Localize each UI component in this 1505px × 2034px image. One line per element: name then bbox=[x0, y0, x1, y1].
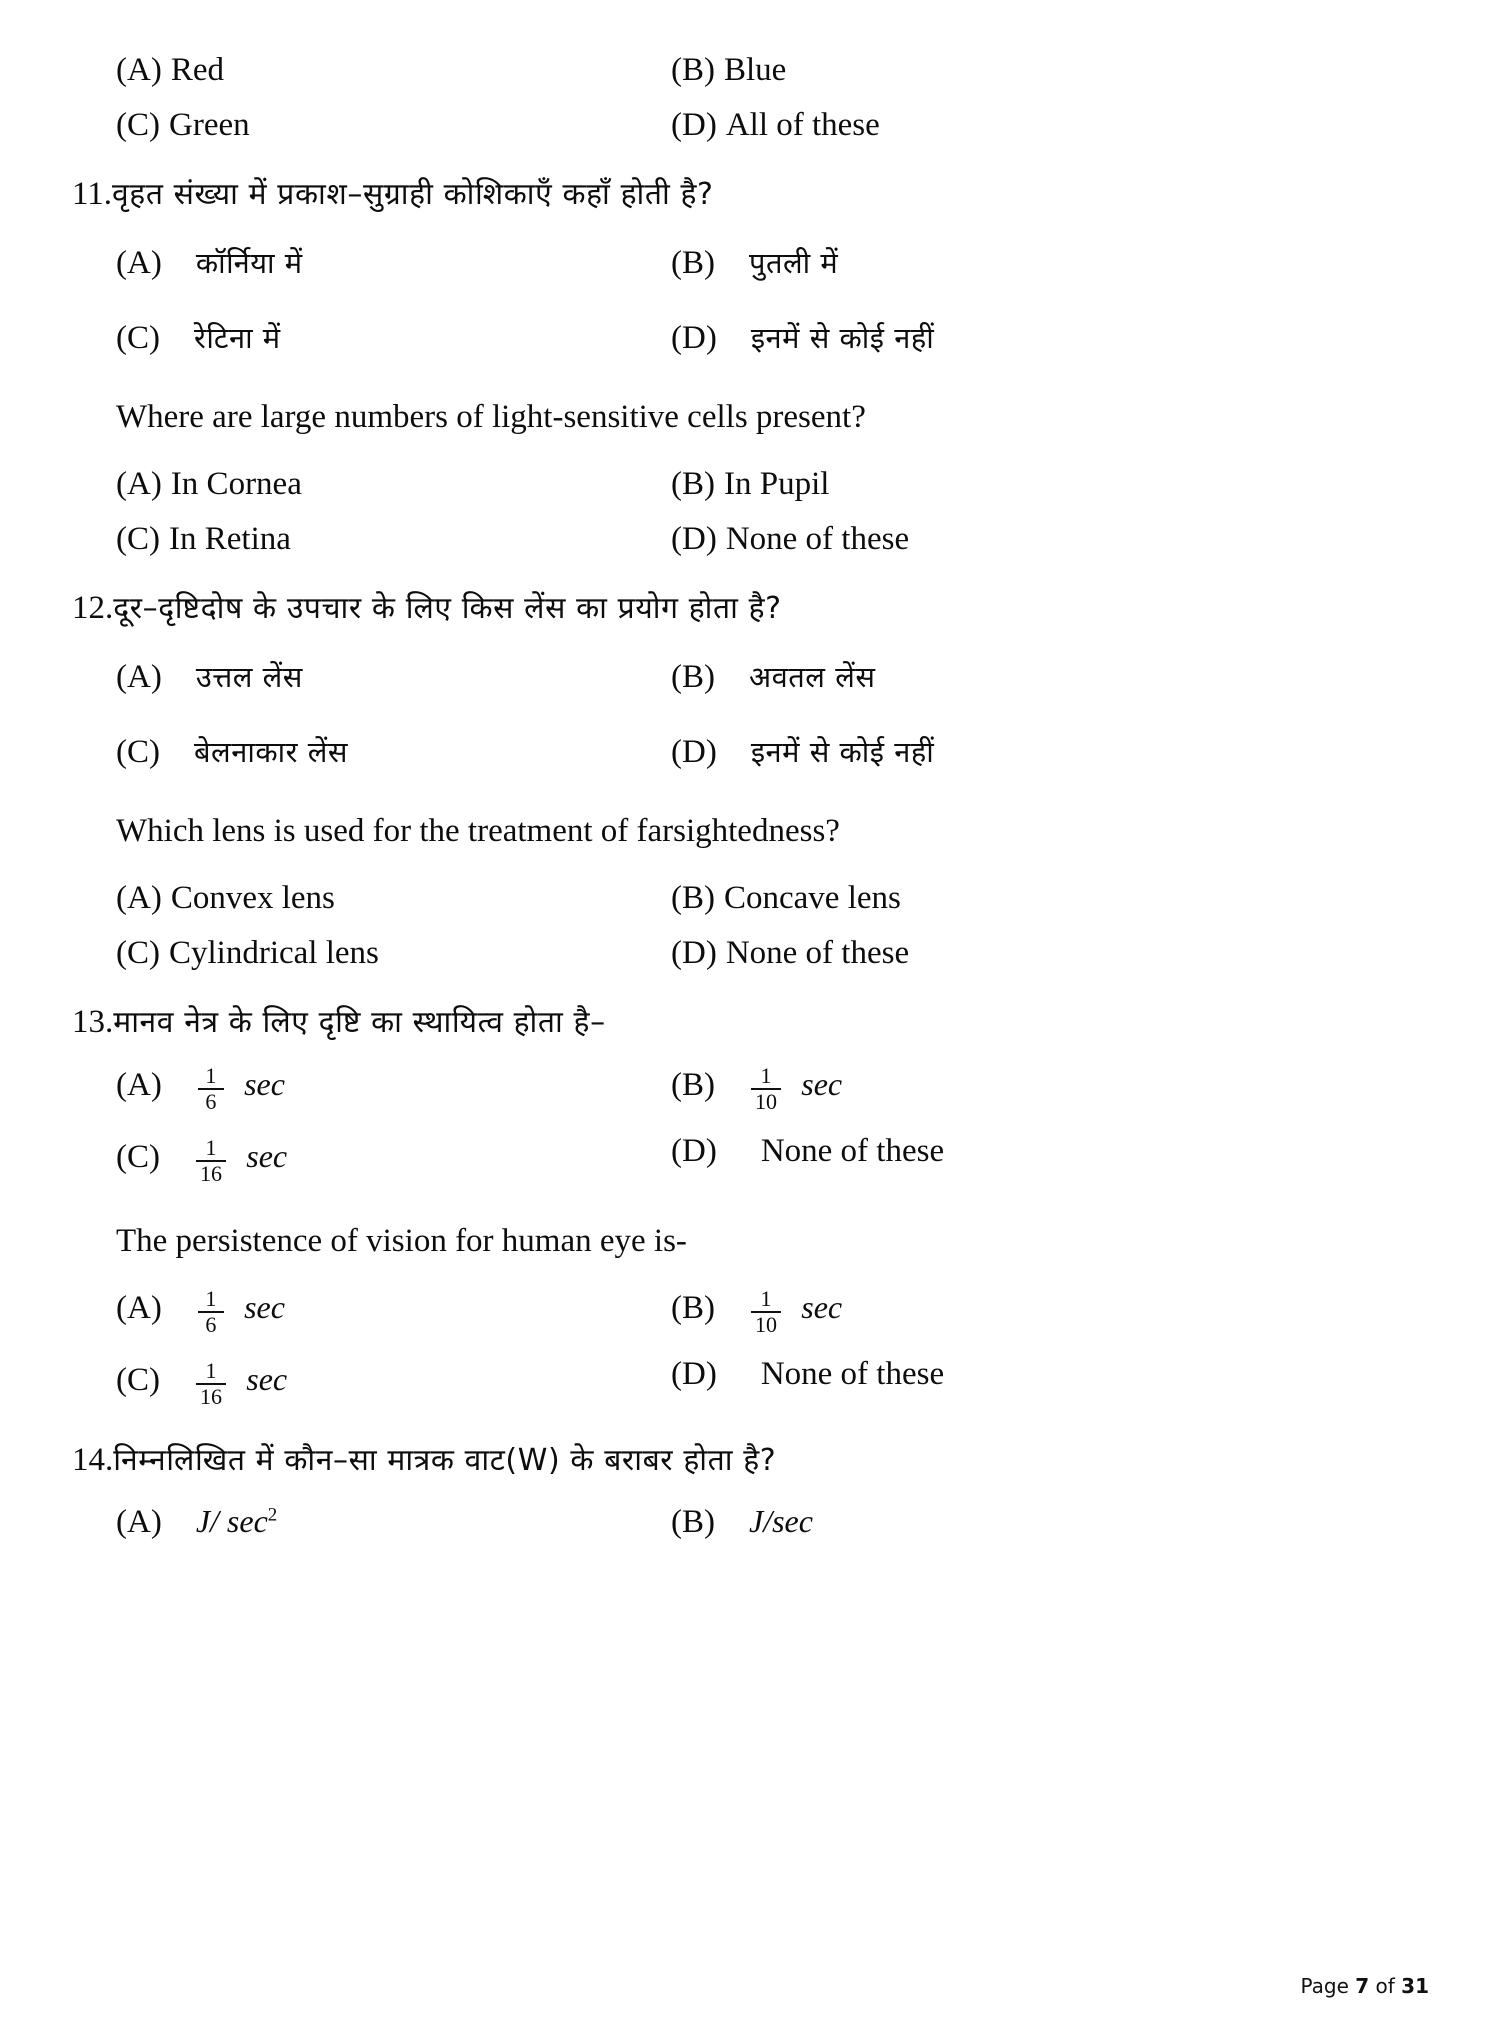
page-footer bbox=[1300, 1974, 1429, 1998]
fraction bbox=[198, 1065, 224, 1113]
top-options-grid bbox=[116, 54, 1433, 142]
option-c bbox=[116, 109, 671, 142]
option-tag: (C) bbox=[116, 1138, 160, 1175]
option-tag: (B) bbox=[671, 1066, 715, 1103]
option-text: None of these bbox=[760, 1356, 945, 1392]
footer-middle: of bbox=[1375, 1974, 1395, 1998]
question-14-hindi-options bbox=[116, 1505, 1433, 1539]
option-b bbox=[671, 247, 1433, 280]
option-text: इनमें से कोई नहीं bbox=[750, 735, 935, 769]
unit-label: sec bbox=[244, 1065, 285, 1102]
option-a bbox=[116, 661, 671, 694]
unit-label: sec bbox=[801, 1065, 843, 1102]
question-11-hindi-options bbox=[116, 247, 1433, 355]
option-tag: (D) bbox=[671, 734, 717, 770]
option-text: In Pupil bbox=[724, 466, 830, 502]
question-number: 13. bbox=[72, 1004, 114, 1040]
option-tag: (B) bbox=[671, 659, 715, 695]
option-text: Blue bbox=[724, 52, 787, 88]
option-d bbox=[671, 109, 1433, 142]
option-value bbox=[194, 1358, 288, 1409]
fraction-denominator: 10 bbox=[755, 1089, 777, 1114]
option-tag: (A) bbox=[116, 1289, 162, 1326]
option-tag: (B) bbox=[671, 1504, 715, 1540]
option-a bbox=[116, 54, 671, 87]
question-12-hindi-stem bbox=[72, 586, 1433, 627]
option-text: कॉर्निया में bbox=[195, 246, 303, 280]
option-d bbox=[671, 523, 1433, 556]
fraction bbox=[751, 1065, 781, 1113]
option-text: Convex lens bbox=[170, 880, 335, 916]
option-c bbox=[116, 1135, 671, 1186]
option-text: पुतली में bbox=[749, 246, 839, 280]
unit-label: sec bbox=[246, 1360, 288, 1397]
question-14-hindi-stem bbox=[72, 1438, 1433, 1479]
option-d bbox=[671, 1358, 1433, 1406]
option-tag: (D) bbox=[671, 107, 717, 143]
question-number: 11. bbox=[72, 176, 113, 212]
question-12-hindi-options bbox=[116, 661, 1433, 769]
option-d bbox=[671, 937, 1433, 970]
option-tag: (A) bbox=[116, 1066, 162, 1103]
option-d bbox=[671, 736, 1433, 769]
option-a bbox=[116, 1063, 671, 1114]
footer-current-page: 7 bbox=[1355, 1974, 1370, 1998]
option-tag: (B) bbox=[671, 880, 715, 916]
option-value: J/sec bbox=[749, 1503, 813, 1539]
option-tag: (D) bbox=[671, 1133, 717, 1169]
option-c bbox=[116, 736, 671, 769]
option-a bbox=[116, 1286, 671, 1337]
option-tag: (A) bbox=[116, 245, 162, 281]
option-tag: (B) bbox=[671, 52, 715, 88]
option-tag: (A) bbox=[116, 659, 162, 695]
option-tag: (C) bbox=[116, 521, 160, 557]
option-text: अवतल लेंस bbox=[749, 660, 876, 694]
exponent: 2 bbox=[267, 1504, 278, 1526]
question-13-hindi-stem bbox=[72, 1000, 1433, 1041]
option-value bbox=[196, 1286, 285, 1337]
option-value bbox=[749, 1286, 843, 1337]
option-b bbox=[671, 1063, 1433, 1114]
footer-total-pages: 31 bbox=[1401, 1974, 1429, 1998]
option-tag: (B) bbox=[671, 466, 715, 502]
option-text: None of these bbox=[725, 935, 910, 971]
fraction-denominator: 6 bbox=[205, 1312, 217, 1337]
question-13-english-stem: The persistence of vision for human eye is- bbox=[116, 1223, 687, 1259]
fraction-denominator: 16 bbox=[200, 1161, 222, 1186]
option-text: Red bbox=[170, 52, 224, 88]
option-b bbox=[671, 1286, 1433, 1337]
option-tag: (B) bbox=[671, 1289, 715, 1326]
fraction-numerator: 1 bbox=[760, 1063, 772, 1088]
option-text: Concave lens bbox=[724, 880, 901, 916]
fraction-numerator: 1 bbox=[205, 1135, 217, 1160]
fraction-numerator: 1 bbox=[760, 1286, 772, 1311]
option-a bbox=[116, 468, 671, 501]
option-tag: (C) bbox=[116, 734, 160, 770]
question-text-hindi: दूर–दृष्टिदोष के उपचार के लिए किस लेंस का प्रयोग होता है? bbox=[113, 591, 782, 626]
option-text: None of these bbox=[725, 521, 910, 557]
fraction bbox=[198, 1288, 224, 1336]
option-tag: (C) bbox=[116, 1361, 160, 1398]
fraction-numerator: 1 bbox=[205, 1286, 217, 1311]
option-text: Cylindrical lens bbox=[169, 935, 379, 971]
option-text: रेटिना में bbox=[194, 321, 281, 355]
option-text: None of these bbox=[760, 1133, 945, 1169]
unit-label: sec bbox=[244, 1288, 285, 1325]
question-number: 14. bbox=[72, 1442, 114, 1478]
option-value bbox=[749, 1063, 843, 1114]
option-b bbox=[671, 54, 1433, 87]
question-text-hindi: मानव नेत्र के लिए दृष्टि का स्थायित्व होता है– bbox=[113, 1005, 606, 1040]
option-tag: (D) bbox=[671, 935, 717, 971]
option-tag: (D) bbox=[671, 1356, 717, 1392]
question-13-english-options bbox=[116, 1286, 1433, 1409]
option-d bbox=[671, 1135, 1433, 1183]
option-text: In Retina bbox=[169, 521, 291, 557]
unit-expression: J/ sec bbox=[195, 1503, 268, 1539]
option-tag: (C) bbox=[116, 107, 160, 143]
option-a bbox=[116, 1505, 671, 1539]
option-text: बेलनाकार लेंस bbox=[194, 735, 348, 769]
option-a bbox=[116, 247, 671, 280]
fraction-denominator: 16 bbox=[200, 1384, 222, 1409]
question-11-hindi-stem bbox=[72, 172, 1433, 213]
option-tag: (A) bbox=[116, 880, 162, 916]
fraction bbox=[196, 1137, 226, 1185]
option-d bbox=[671, 322, 1433, 355]
fraction-numerator: 1 bbox=[205, 1063, 217, 1088]
option-text: In Cornea bbox=[170, 466, 302, 502]
option-c bbox=[116, 523, 671, 556]
option-tag: (A) bbox=[116, 52, 162, 88]
question-13-hindi-options bbox=[116, 1063, 1433, 1186]
option-value bbox=[194, 1135, 288, 1186]
option-a bbox=[116, 882, 671, 915]
option-b bbox=[671, 882, 1433, 915]
fraction bbox=[196, 1360, 226, 1408]
question-11-english-options bbox=[116, 468, 1433, 556]
option-c bbox=[116, 1358, 671, 1409]
question-number: 12. bbox=[72, 590, 114, 626]
question-12-english-options bbox=[116, 882, 1433, 970]
question-text-hindi: निम्नलिखित में कौन–सा मात्रक वाट(W) के बराबर होता है? bbox=[113, 1443, 777, 1478]
fraction-denominator: 6 bbox=[205, 1089, 217, 1114]
question-11-english-stem: Where are large numbers of light-sensitive cells present? bbox=[116, 399, 866, 435]
fraction bbox=[751, 1288, 781, 1336]
option-tag: (A) bbox=[116, 1504, 162, 1540]
option-tag: (D) bbox=[671, 521, 717, 557]
option-text: उत्तल लेंस bbox=[195, 660, 303, 694]
fraction-numerator: 1 bbox=[205, 1358, 217, 1383]
option-tag: (C) bbox=[116, 935, 160, 971]
fraction-denominator: 10 bbox=[755, 1312, 777, 1337]
option-tag: (D) bbox=[671, 320, 717, 356]
option-tag: (A) bbox=[116, 466, 162, 502]
question-12-english-stem: Which lens is used for the treatment of farsightedness? bbox=[116, 813, 840, 849]
option-text: All of these bbox=[725, 107, 880, 143]
option-text: Green bbox=[169, 107, 250, 143]
option-tag: (B) bbox=[671, 245, 715, 281]
option-text: इनमें से कोई नहीं bbox=[750, 321, 935, 355]
option-value bbox=[196, 1505, 277, 1537]
option-value bbox=[196, 1063, 285, 1114]
question-text-hindi: वृहत संख्या में प्रकाश–सुग्राही कोशिकाएँ कहाँ होती है? bbox=[112, 177, 714, 212]
unit-label: sec bbox=[246, 1137, 288, 1174]
option-b bbox=[671, 1505, 1433, 1539]
unit-label: sec bbox=[801, 1288, 843, 1325]
footer-prefix: Page bbox=[1300, 1974, 1349, 1998]
option-b bbox=[671, 661, 1433, 694]
option-c bbox=[116, 322, 671, 355]
option-b bbox=[671, 468, 1433, 501]
option-tag: (C) bbox=[116, 320, 160, 356]
option-c bbox=[116, 937, 671, 970]
